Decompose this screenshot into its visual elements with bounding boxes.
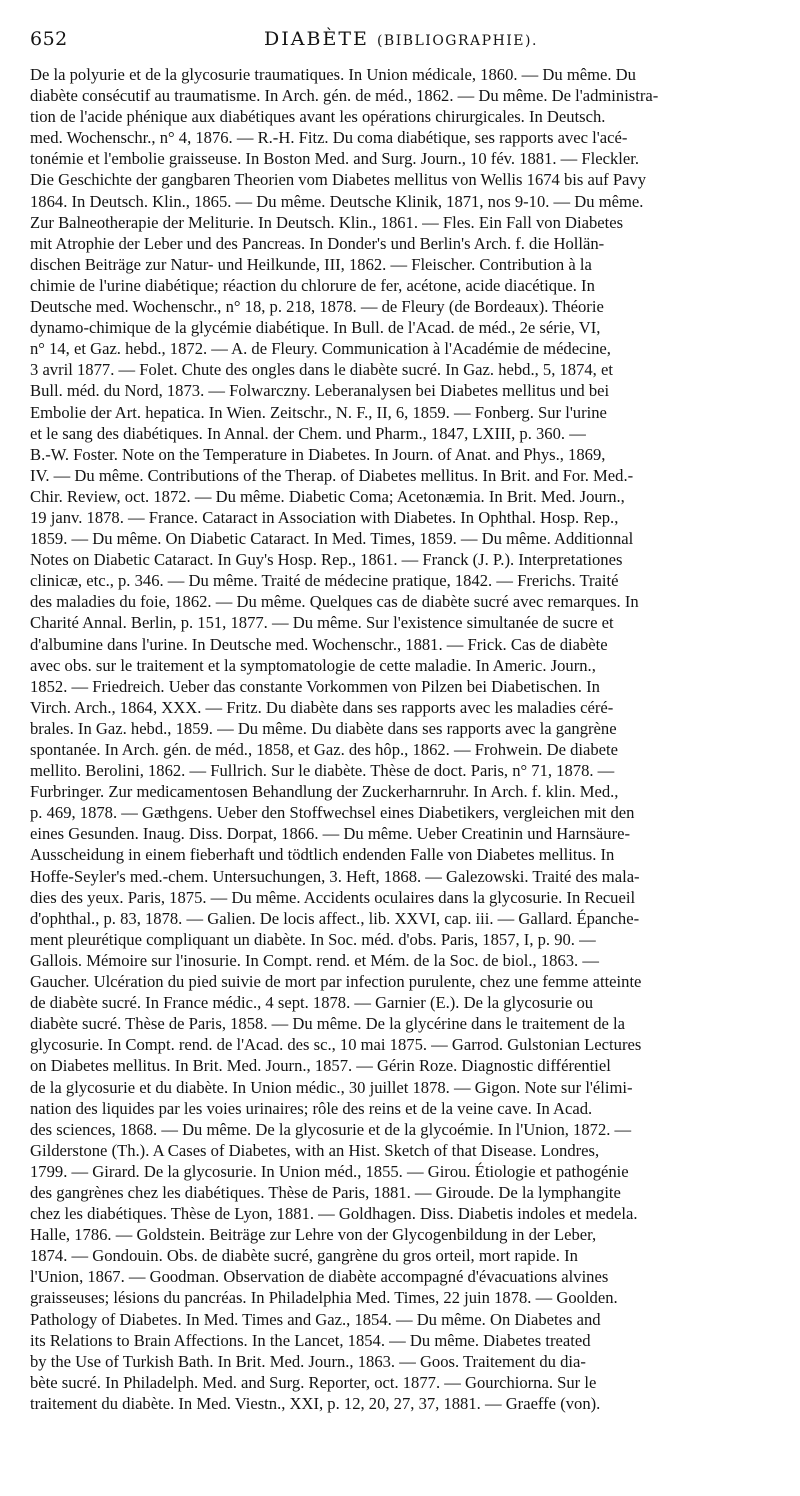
page-number: 652 [30,28,68,50]
text-line: clinicæ, etc., p. 346. — Du même. Traité de médecine pratique, 1842. — Frerichs. Traité [30,571,619,591]
text-line: et le sang des diabétiques. In Annal. der Chem. und Pharm., 1847, LXIII, p. 360. — [30,423,586,443]
text-line: mit Atrophie der Leber und des Pancreas. In Donder's und Berlin's Arch. f. die Hollän- [30,233,605,253]
text-line: de diabète sucré. In France médic., 4 sept. 1878. — Garnier (E.). De la glycosurie ou [30,993,594,1013]
text-line: glycosurie. In Compt. rend. de l'Acad. des sc., 10 mai 1875. — Garrod. Gulstonian Lectures [30,1035,642,1055]
text-line: Notes on Diabetic Cataract. In Guy's Hosp. Rep., 1861. — Franck (J. P.). Interpretationes [30,550,623,570]
text-line: 3 avril 1877. — Folet. Chute des ongles dans le diabète sucré. In Gaz. hebd., 5, 1874, et [30,360,613,380]
text-line: Chir. Review, oct. 1872. — Du même. Diabetic Coma; Acetonæmia. In Brit. Med. Journ., [30,486,625,506]
text-line: 1874. — Gondouin. Obs. de diabète sucré, gangrène du gros orteil, mort rapide. In [30,1246,578,1266]
text-line: brales. In Gaz. hebd., 1859. — Du même. Du diabète dans ses rapports avec la gangrène [30,718,617,738]
text-line: dies des yeux. Paris, 1875. — Du même. Accidents oculaires dans la glycosurie. In Recueil [30,887,636,907]
page-header [30,28,772,58]
text-line: graisseuses; lésions du pancréas. In Philadelphia Med. Times, 22 juin 1878. — Goolden. [30,1288,618,1308]
text-line: eines Gesunden. Inaug. Diss. Dorpat, 1866. — Du même. Ueber Creatinin und Harnsäure- [30,824,630,844]
text-line: med. Wochenschr., n° 4, 1876. — R.-H. Fitz. Du coma diabétique, ses rapports avec l'acé- [30,128,628,148]
text-line: diabète sucré. Thèse de Paris, 1858. — Du même. De la glycérine dans le traitement de la [30,1014,626,1034]
text-line: Gilderstone (Th.). A Cases of Diabetes, with an Hist. Sketch of that Disease. Londres, [30,1140,600,1160]
text-line: 1864. In Deutsch. Klin., 1865. — Du même. Deutsche Klinik, 1871, nos 9-10. — Du même. [30,191,644,211]
text-line: its Relations to Brain Affections. In the Lancet, 1854. — Du même. Diabetes treated [30,1330,591,1350]
text-line: Embolie der Art. hepatica. In Wien. Zeitschr., N. F., II, 6, 1859. — Fonberg. Sur l'urine [30,402,607,422]
text-line: des sciences, 1868. — Du même. De la glycosurie et de la glycoémie. In l'Union, 1872. — [30,1119,632,1139]
text-line: n° 14, et Gaz. hebd., 1872. — A. de Fleury. Communication à l'Académie de médecine, [30,339,611,359]
text-line: Virch. Arch., 1864, XXX. — Fritz. Du diabète dans ses rapports avec les maladies céré- [30,697,614,717]
text-line: 1859. — Du même. On Diabetic Cataract. In Med. Times, 1859. — Du même. Additionnal [30,529,634,549]
text-line: traitement du diabète. In Med. Viestn., XXI, p. 12, 20, 27, 37, 1881. — Graeffe (von). [30,1393,601,1413]
text-line: B.-W. Foster. Note on the Temperature in Diabetes. In Journ. of Anat. and Phys., 1869, [30,444,606,464]
text-line: Die Geschichte der gangbaren Theorien vom Diabetes mellitus von Wellis 1674 bis auf Pavy [30,170,647,190]
text-line: Gaucher. Ulcération du pied suivie de mort par infection purulente, chez une femme atteinte [30,972,642,992]
text-line: Gallois. Mémoire sur l'inosurie. In Compt. rend. et Mém. de la Soc. de biol., 1863. — [30,950,599,970]
text-line: chez les diabétiques. Thèse de Lyon, 1881. — Goldhagen. Diss. Diabetis indoles et medela. [30,1204,638,1224]
text-line: des gangrènes chez les diabétiques. Thèse de Paris, 1881. — Giroude. De la lymphangite [30,1182,621,1202]
text-line: chimie de l'urine diabétique; réaction du chlorure de fer, acétone, acide diacétique. In [30,275,595,295]
text-line: bète sucré. In Philadelph. Med. and Surg. Reporter, oct. 1877. — Gourchiorna. Sur le [30,1372,597,1392]
text-line: dynamo-chimique de la glycémie diabétique. In Bull. de l'Acad. de méd., 2e série, VI, [30,318,601,338]
text-line: des maladies du foie, 1862. — Du même. Quelques cas de diabète sucré avec remarques. In [30,592,639,612]
text-line: Zur Balneotherapie der Meliturie. In Deutsch. Klin., 1861. — Fles. Ein Fall von Diabetes [30,212,624,232]
text-line: 1799. — Girard. De la glycosurie. In Union méd., 1855. — Girou. Étiologie et pathogénie [30,1161,629,1181]
bibliography-text [30,64,772,1414]
text-line: Charité Annal. Berlin, p. 151, 1877. — Du même. Sur l'existence simultanée de sucre et [30,613,614,633]
text-line: on Diabetes mellitus. In Brit. Med. Journ., 1857. — Gérin Roze. Diagnostic différentiel [30,1056,611,1076]
running-subtitle: (BIBLIOGRAPHIE). [376,33,538,49]
text-line: Furbringer. Zur medicamentosen Behandlung der Zuckerharnruhr. In Arch. f. klin. Med., [30,782,619,802]
text-line: 19 janv. 1878. — France. Cataract in Association with Diabetes. In Ophthal. Hosp. Rep., [30,507,619,527]
text-line: Deutsche med. Wochenschr., n° 18, p. 218, 1878. — de Fleury (de Bordeaux). Théorie [30,297,604,317]
text-line: spontanée. In Arch. gén. de méd., 1858, et Gaz. des hôp., 1862. — Frohwein. De diabete [30,740,619,759]
text-line: ment pleurétique compliquant un diabète. In Soc. méd. d'obs. Paris, 1857, I, p. 90. — [30,929,596,949]
running-head [30,28,772,50]
text-line: nation des liquides par les voies urinaires; rôle des reins et de la veine cave. In Acad. [30,1098,593,1118]
text-line: d'ophthal., p. 83, 1878. — Galien. De locis affect., lib. XXVI, cap. iii. — Gallard. Épanche- [30,908,640,928]
text-line: Pathology of Diabetes. In Med. Times and Gaz., 1854. — Du même. On Diabetes and [30,1309,601,1329]
text-line: l'Union, 1867. — Goodman. Observation de diabète accompagné d'évacuations alvines [30,1267,609,1287]
text-line: Bull. méd. du Nord, 1873. — Folwarczny. Leberanalysen bei Diabetes mellitus und bei [30,381,610,401]
text-line: mellito. Berolini, 1862. — Fullrich. Sur le diabète. Thèse de doct. Paris, n° 71, 1878. — [30,761,615,781]
text-line: 1852. — Friedreich. Ueber das constante Vorkommen von Pilzen bei Diabetischen. In [30,676,600,696]
text-line: Ausscheidung in einem fieberhaft und tödtlich endenden Falle von Diabetes mellitus. In [30,845,615,865]
text-line: Halle, 1786. — Goldstein. Beiträge zur Lehre von der Glycogenbildung in der Leber, [30,1225,597,1245]
text-line: diabète consécutif au traumatisme. In Arch. gén. de méd., 1862. — Du même. De l'administra- [30,86,659,106]
text-line: tonémie et l'embolie graisseuse. In Boston Med. and Surg. Journ., 10 fév. 1881. — Fleckler. [30,149,640,169]
text-line: by the Use of Turkish Bath. In Brit. Med. Journ., 1863. — Goos. Traitement du dia- [30,1351,586,1371]
text-line: avec obs. sur le traitement et la symptomatologie de cette maladie. In Americ. Journ., [30,655,596,675]
text-line: Hoffe-Seyler's med.-chem. Untersuchungen, 3. Heft, 1868. — Galezowski. Traité des mala- [30,866,640,886]
running-title: DIABÈTE [264,28,369,50]
text-line: p. 469, 1878. — Gæthgens. Ueber den Stoffwechsel eines Diabetikers, vergleichen mit den [30,803,635,823]
text-line: IV. — Du même. Contributions of the Therap. of Diabetes mellitus. In Brit. and For. Med.- [30,465,634,485]
text-line: d'albumine dans l'urine. In Deutsche med. Wochenschr., 1881. — Frick. Cas de diabète [30,634,608,654]
text-line: tion de l'acide phénique aux diabétiques avant les opérations chirurgicales. In Deutsch. [30,107,606,127]
text-line: dischen Beiträge zur Natur- und Heilkunde, III, 1862. — Fleischer. Contribution à la [30,254,592,274]
text-line: de la glycosurie et du diabète. In Union médic., 30 juillet 1878. — Gigon. Note sur l'élimi- [30,1077,633,1097]
text-line: De la polyurie et de la glycosurie traumatiques. In Union médicale, 1860. — Du même. Du [30,65,636,84]
